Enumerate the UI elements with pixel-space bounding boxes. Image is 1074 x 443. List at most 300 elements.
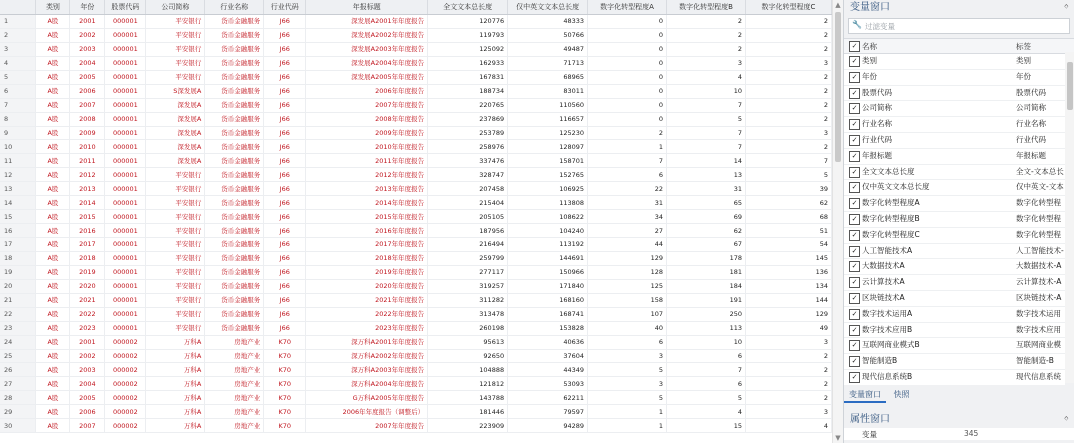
- table-cell[interactable]: 2: [667, 42, 746, 56]
- variable-item[interactable]: [844, 133, 1065, 149]
- table-cell[interactable]: 6: [667, 349, 746, 363]
- table-cell[interactable]: A股: [36, 140, 70, 154]
- column-header[interactable]: 数字化转型程度C: [745, 0, 831, 15]
- table-cell[interactable]: 2012年年度报告: [306, 168, 428, 182]
- table-cell[interactable]: 2012: [70, 168, 105, 182]
- table-cell[interactable]: 2019年年度报告: [306, 265, 428, 279]
- table-cell[interactable]: 7: [588, 154, 667, 168]
- row-number[interactable]: 3: [0, 42, 36, 56]
- table-cell[interactable]: 191: [667, 293, 746, 307]
- variable-scroll-thumb[interactable]: [1067, 62, 1073, 110]
- table-cell[interactable]: 62211: [508, 391, 588, 405]
- table-row[interactable]: [0, 238, 832, 252]
- table-cell[interactable]: 深发展A2003年年度报告: [306, 42, 428, 56]
- table-cell[interactable]: 000002: [105, 405, 146, 419]
- row-number[interactable]: 22: [0, 307, 36, 321]
- table-cell[interactable]: 34: [588, 210, 667, 224]
- table-cell[interactable]: A股: [36, 84, 70, 98]
- column-header[interactable]: 行业代码: [264, 0, 306, 15]
- table-cell[interactable]: 129: [588, 251, 667, 265]
- table-cell[interactable]: 319257: [428, 279, 508, 293]
- variable-checkbox[interactable]: ✓: [849, 214, 860, 225]
- table-cell[interactable]: 2021年年度报告: [306, 293, 428, 307]
- variable-item[interactable]: [844, 323, 1065, 339]
- table-cell[interactable]: 6: [588, 335, 667, 349]
- table-cell[interactable]: 2002: [70, 349, 105, 363]
- table-cell[interactable]: 67: [667, 238, 746, 252]
- table-cell[interactable]: 125092: [428, 42, 508, 56]
- table-cell[interactable]: 311282: [428, 293, 508, 307]
- name-column-header[interactable]: 名称: [862, 42, 877, 51]
- table-cell[interactable]: 2001: [70, 15, 105, 29]
- table-cell[interactable]: J66: [264, 28, 306, 42]
- table-cell[interactable]: A股: [36, 168, 70, 182]
- table-cell[interactable]: J66: [264, 84, 306, 98]
- table-row[interactable]: [0, 84, 832, 98]
- table-cell[interactable]: 152765: [508, 168, 588, 182]
- table-cell[interactable]: 2006年年度报告: [306, 84, 428, 98]
- table-cell[interactable]: 2022年年度报告: [306, 307, 428, 321]
- variable-checkbox[interactable]: ✓: [849, 325, 860, 336]
- table-cell[interactable]: J66: [264, 182, 306, 196]
- variable-checkbox[interactable]: ✓: [849, 135, 860, 146]
- select-all-checkbox[interactable]: ✓: [849, 41, 860, 52]
- table-cell[interactable]: 2002: [70, 28, 105, 42]
- table-cell[interactable]: 2: [745, 70, 831, 84]
- row-number[interactable]: 15: [0, 210, 36, 224]
- table-cell[interactable]: 216494: [428, 238, 508, 252]
- table-cell[interactable]: 6: [588, 168, 667, 182]
- variable-checkbox[interactable]: ✓: [849, 261, 860, 272]
- table-cell[interactable]: K70: [264, 405, 306, 419]
- table-row[interactable]: [0, 363, 832, 377]
- table-cell[interactable]: 5: [667, 391, 746, 405]
- table-cell[interactable]: 000001: [105, 70, 146, 84]
- table-cell[interactable]: 49487: [508, 42, 588, 56]
- grid-vertical-scrollbar[interactable]: [832, 0, 843, 443]
- row-number[interactable]: 27: [0, 377, 36, 391]
- table-cell[interactable]: 000001: [105, 307, 146, 321]
- table-cell[interactable]: 4: [667, 70, 746, 84]
- table-row[interactable]: [0, 335, 832, 349]
- row-number[interactable]: 11: [0, 154, 36, 168]
- table-cell[interactable]: 000001: [105, 238, 146, 252]
- table-cell[interactable]: 2: [745, 140, 831, 154]
- table-cell[interactable]: 104888: [428, 363, 508, 377]
- table-cell[interactable]: J66: [264, 196, 306, 210]
- table-cell[interactable]: A股: [36, 293, 70, 307]
- table-cell[interactable]: 0: [588, 56, 667, 70]
- table-cell[interactable]: 000002: [105, 349, 146, 363]
- table-row[interactable]: [0, 140, 832, 154]
- table-cell[interactable]: 260198: [428, 321, 508, 335]
- table-cell[interactable]: 188734: [428, 84, 508, 98]
- table-cell[interactable]: 128: [588, 265, 667, 279]
- table-cell[interactable]: J66: [264, 293, 306, 307]
- table-cell[interactable]: 000001: [105, 196, 146, 210]
- table-cell[interactable]: 货币金融服务: [205, 154, 264, 168]
- table-cell[interactable]: A股: [36, 335, 70, 349]
- table-cell[interactable]: 181446: [428, 405, 508, 419]
- table-cell[interactable]: 15: [667, 419, 746, 433]
- table-cell[interactable]: 2008: [70, 112, 105, 126]
- table-cell[interactable]: 货币金融服务: [205, 15, 264, 29]
- table-cell[interactable]: 7: [667, 98, 746, 112]
- table-cell[interactable]: 000001: [105, 321, 146, 335]
- table-cell[interactable]: 168160: [508, 293, 588, 307]
- table-cell[interactable]: 50766: [508, 28, 588, 42]
- table-cell[interactable]: 4: [667, 405, 746, 419]
- table-cell[interactable]: 000001: [105, 98, 146, 112]
- scroll-up-icon[interactable]: ▲: [835, 1, 841, 9]
- table-cell[interactable]: 2005: [70, 391, 105, 405]
- table-cell[interactable]: 深发展A: [146, 154, 205, 168]
- table-cell[interactable]: 2004: [70, 56, 105, 70]
- table-cell[interactable]: 2: [667, 28, 746, 42]
- table-cell[interactable]: J66: [264, 238, 306, 252]
- tab-snapshot[interactable]: 快照: [893, 390, 910, 399]
- table-cell[interactable]: 平安银行: [146, 196, 205, 210]
- column-header[interactable]: 年报标题: [306, 0, 428, 15]
- table-cell[interactable]: J66: [264, 112, 306, 126]
- table-cell[interactable]: 44349: [508, 363, 588, 377]
- table-cell[interactable]: A股: [36, 70, 70, 84]
- table-cell[interactable]: 000002: [105, 335, 146, 349]
- table-row[interactable]: [0, 56, 832, 70]
- row-number[interactable]: 23: [0, 321, 36, 335]
- column-header[interactable]: 全文文本总长度: [428, 0, 508, 15]
- row-number[interactable]: 6: [0, 84, 36, 98]
- table-row[interactable]: [0, 349, 832, 363]
- variable-checkbox[interactable]: ✓: [849, 372, 860, 383]
- table-cell[interactable]: A股: [36, 405, 70, 419]
- table-cell[interactable]: J66: [264, 15, 306, 29]
- table-cell[interactable]: 房地产业: [205, 377, 264, 391]
- table-cell[interactable]: 3: [588, 349, 667, 363]
- table-cell[interactable]: 39: [745, 182, 831, 196]
- variable-item[interactable]: [844, 275, 1065, 291]
- table-cell[interactable]: A股: [36, 210, 70, 224]
- table-cell[interactable]: 125: [588, 279, 667, 293]
- table-cell[interactable]: 2022: [70, 307, 105, 321]
- table-cell[interactable]: 31: [588, 196, 667, 210]
- table-cell[interactable]: 3: [745, 126, 831, 140]
- table-cell[interactable]: 万科A: [146, 349, 205, 363]
- table-cell[interactable]: 000002: [105, 363, 146, 377]
- row-number[interactable]: 20: [0, 279, 36, 293]
- table-cell[interactable]: 2013年年度报告: [306, 182, 428, 196]
- table-cell[interactable]: 162933: [428, 56, 508, 70]
- filter-variables-box[interactable]: [848, 18, 1070, 34]
- table-cell[interactable]: A股: [36, 265, 70, 279]
- table-cell[interactable]: A股: [36, 363, 70, 377]
- pin-icon[interactable]: ᛜ: [1063, 3, 1069, 13]
- table-cell[interactable]: 2015: [70, 210, 105, 224]
- table-cell[interactable]: 货币金融服务: [205, 224, 264, 238]
- table-cell[interactable]: 深万科A2004年年度报告: [306, 377, 428, 391]
- table-cell[interactable]: 158701: [508, 154, 588, 168]
- table-cell[interactable]: 货币金融服务: [205, 321, 264, 335]
- table-cell[interactable]: 145: [745, 251, 831, 265]
- table-row[interactable]: [0, 182, 832, 196]
- table-cell[interactable]: 2: [745, 363, 831, 377]
- table-row[interactable]: [0, 42, 832, 56]
- table-cell[interactable]: 3: [667, 56, 746, 70]
- table-cell[interactable]: 313478: [428, 307, 508, 321]
- table-cell[interactable]: K70: [264, 349, 306, 363]
- table-cell[interactable]: 深发展A2004年年度报告: [306, 56, 428, 70]
- pin-icon[interactable]: ᛜ: [1063, 415, 1069, 425]
- table-cell[interactable]: 000001: [105, 168, 146, 182]
- table-cell[interactable]: 113192: [508, 238, 588, 252]
- table-cell[interactable]: 5: [588, 363, 667, 377]
- table-cell[interactable]: 68: [745, 210, 831, 224]
- table-cell[interactable]: 125230: [508, 126, 588, 140]
- table-cell[interactable]: 房地产业: [205, 405, 264, 419]
- table-cell[interactable]: 平安银行: [146, 182, 205, 196]
- table-cell[interactable]: 000001: [105, 28, 146, 42]
- table-cell[interactable]: 2006: [70, 84, 105, 98]
- table-cell[interactable]: 2007年年度报告: [306, 419, 428, 433]
- table-cell[interactable]: A股: [36, 154, 70, 168]
- column-header[interactable]: 类别: [36, 0, 70, 15]
- table-cell[interactable]: 0: [588, 112, 667, 126]
- table-cell[interactable]: 平安银行: [146, 251, 205, 265]
- table-cell[interactable]: 10: [667, 335, 746, 349]
- table-cell[interactable]: 136: [745, 265, 831, 279]
- table-cell[interactable]: 2004: [70, 377, 105, 391]
- table-cell[interactable]: 平安银行: [146, 265, 205, 279]
- table-row[interactable]: [0, 419, 832, 433]
- table-cell[interactable]: 2016年年度报告: [306, 224, 428, 238]
- variable-checkbox[interactable]: ✓: [849, 88, 860, 99]
- variable-list[interactable]: [844, 54, 1065, 385]
- table-cell[interactable]: 2017年年度报告: [306, 238, 428, 252]
- table-cell[interactable]: 2020: [70, 279, 105, 293]
- row-number[interactable]: 24: [0, 335, 36, 349]
- table-cell[interactable]: 153828: [508, 321, 588, 335]
- row-number[interactable]: 26: [0, 363, 36, 377]
- table-cell[interactable]: 房地产业: [205, 363, 264, 377]
- row-number[interactable]: 4: [0, 56, 36, 70]
- table-cell[interactable]: A股: [36, 251, 70, 265]
- row-number[interactable]: 29: [0, 405, 36, 419]
- variable-item[interactable]: [844, 117, 1065, 133]
- table-cell[interactable]: 40: [588, 321, 667, 335]
- table-cell[interactable]: 337476: [428, 154, 508, 168]
- table-cell[interactable]: 134: [745, 279, 831, 293]
- table-cell[interactable]: 7: [667, 140, 746, 154]
- table-cell[interactable]: A股: [36, 15, 70, 29]
- table-row[interactable]: [0, 224, 832, 238]
- table-cell[interactable]: 平安银行: [146, 279, 205, 293]
- table-cell[interactable]: 31: [667, 182, 746, 196]
- table-cell[interactable]: 220765: [428, 98, 508, 112]
- variable-item[interactable]: [844, 54, 1065, 70]
- table-cell[interactable]: J66: [264, 251, 306, 265]
- table-cell[interactable]: 207458: [428, 182, 508, 196]
- table-cell[interactable]: 27: [588, 224, 667, 238]
- table-cell[interactable]: 万科A: [146, 377, 205, 391]
- table-row[interactable]: [0, 168, 832, 182]
- variable-item[interactable]: [844, 70, 1065, 86]
- table-cell[interactable]: J66: [264, 224, 306, 238]
- table-cell[interactable]: 平安银行: [146, 15, 205, 29]
- table-cell[interactable]: 94289: [508, 419, 588, 433]
- table-cell[interactable]: 128097: [508, 140, 588, 154]
- variable-item[interactable]: [844, 180, 1065, 196]
- table-cell[interactable]: 平安银行: [146, 70, 205, 84]
- table-cell[interactable]: 2018年年度报告: [306, 251, 428, 265]
- table-row[interactable]: [0, 112, 832, 126]
- table-cell[interactable]: 106925: [508, 182, 588, 196]
- table-cell[interactable]: 113: [667, 321, 746, 335]
- table-row[interactable]: [0, 279, 832, 293]
- row-number[interactable]: 8: [0, 112, 36, 126]
- table-row[interactable]: [0, 265, 832, 279]
- table-cell[interactable]: 深万科A2003年年度报告: [306, 363, 428, 377]
- table-cell[interactable]: 259799: [428, 251, 508, 265]
- table-cell[interactable]: 2006: [70, 405, 105, 419]
- variable-checkbox[interactable]: ✓: [849, 356, 860, 367]
- table-cell[interactable]: A股: [36, 377, 70, 391]
- table-cell[interactable]: 房地产业: [205, 391, 264, 405]
- table-cell[interactable]: 2005: [70, 70, 105, 84]
- table-cell[interactable]: 000002: [105, 419, 146, 433]
- table-cell[interactable]: 货币金融服务: [205, 98, 264, 112]
- variable-item[interactable]: [844, 212, 1065, 228]
- table-row[interactable]: [0, 126, 832, 140]
- table-cell[interactable]: 000001: [105, 126, 146, 140]
- table-cell[interactable]: 000001: [105, 154, 146, 168]
- column-header[interactable]: 仅中英文文本总长度: [508, 0, 588, 15]
- table-cell[interactable]: 83011: [508, 84, 588, 98]
- table-cell[interactable]: A股: [36, 98, 70, 112]
- table-cell[interactable]: J66: [264, 56, 306, 70]
- table-cell[interactable]: A股: [36, 321, 70, 335]
- filter-variables-input[interactable]: 过滤变量: [865, 22, 895, 31]
- table-cell[interactable]: 货币金融服务: [205, 182, 264, 196]
- table-cell[interactable]: 53093: [508, 377, 588, 391]
- table-cell[interactable]: 2017: [70, 238, 105, 252]
- table-cell[interactable]: 000001: [105, 293, 146, 307]
- table-cell[interactable]: 13: [667, 168, 746, 182]
- table-row[interactable]: [0, 210, 832, 224]
- table-cell[interactable]: 7: [745, 154, 831, 168]
- table-cell[interactable]: 货币金融服务: [205, 70, 264, 84]
- table-cell[interactable]: 49: [745, 321, 831, 335]
- variable-checkbox[interactable]: ✓: [849, 246, 860, 257]
- table-cell[interactable]: 1: [588, 419, 667, 433]
- table-cell[interactable]: 150966: [508, 265, 588, 279]
- table-cell[interactable]: 1: [588, 405, 667, 419]
- table-cell[interactable]: 215404: [428, 196, 508, 210]
- table-cell[interactable]: 货币金融服务: [205, 140, 264, 154]
- table-cell[interactable]: 2006年年度报告（调整后）: [306, 405, 428, 419]
- table-cell[interactable]: 2013: [70, 182, 105, 196]
- row-number[interactable]: 10: [0, 140, 36, 154]
- table-cell[interactable]: 144691: [508, 251, 588, 265]
- table-row[interactable]: [0, 196, 832, 210]
- table-row[interactable]: [0, 251, 832, 265]
- row-number[interactable]: 18: [0, 251, 36, 265]
- tab-variable-window[interactable]: 变量窗口: [844, 388, 886, 403]
- table-cell[interactable]: 184: [667, 279, 746, 293]
- table-cell[interactable]: 277117: [428, 265, 508, 279]
- variable-checkbox[interactable]: ✓: [849, 182, 860, 193]
- table-cell[interactable]: J66: [264, 42, 306, 56]
- variable-checkbox[interactable]: ✓: [849, 230, 860, 241]
- table-cell[interactable]: 2: [745, 391, 831, 405]
- table-cell[interactable]: 69: [667, 210, 746, 224]
- row-number[interactable]: 9: [0, 126, 36, 140]
- table-cell[interactable]: K70: [264, 391, 306, 405]
- table-cell[interactable]: 2014: [70, 196, 105, 210]
- table-cell[interactable]: 000001: [105, 210, 146, 224]
- variable-checkbox[interactable]: ✓: [849, 72, 860, 83]
- table-cell[interactable]: A股: [36, 349, 70, 363]
- variable-checkbox[interactable]: ✓: [849, 277, 860, 288]
- table-cell[interactable]: 深发展A: [146, 140, 205, 154]
- table-cell[interactable]: A股: [36, 391, 70, 405]
- table-cell[interactable]: 000001: [105, 182, 146, 196]
- table-cell[interactable]: 1: [588, 140, 667, 154]
- table-cell[interactable]: 250: [667, 307, 746, 321]
- table-cell[interactable]: 158: [588, 293, 667, 307]
- variable-checkbox[interactable]: ✓: [849, 119, 860, 130]
- variable-item[interactable]: [844, 259, 1065, 275]
- row-number[interactable]: 17: [0, 238, 36, 252]
- table-cell[interactable]: 144: [745, 293, 831, 307]
- table-cell[interactable]: 205105: [428, 210, 508, 224]
- table-cell[interactable]: 0: [588, 70, 667, 84]
- table-cell[interactable]: 平安银行: [146, 168, 205, 182]
- table-row[interactable]: [0, 321, 832, 335]
- table-cell[interactable]: 79597: [508, 405, 588, 419]
- table-cell[interactable]: J66: [264, 140, 306, 154]
- table-cell[interactable]: 178: [667, 251, 746, 265]
- table-cell[interactable]: 2007: [70, 98, 105, 112]
- table-cell[interactable]: 货币金融服务: [205, 307, 264, 321]
- table-cell[interactable]: 121812: [428, 377, 508, 391]
- table-cell[interactable]: J66: [264, 98, 306, 112]
- table-cell[interactable]: 48333: [508, 15, 588, 29]
- row-number[interactable]: 21: [0, 293, 36, 307]
- table-cell[interactable]: 2: [745, 15, 831, 29]
- table-cell[interactable]: J66: [264, 126, 306, 140]
- table-cell[interactable]: 2: [745, 349, 831, 363]
- table-cell[interactable]: 3: [745, 56, 831, 70]
- table-row[interactable]: [0, 98, 832, 112]
- table-cell[interactable]: 2: [588, 126, 667, 140]
- table-cell[interactable]: 62: [667, 224, 746, 238]
- row-number[interactable]: 14: [0, 196, 36, 210]
- table-cell[interactable]: 000001: [105, 279, 146, 293]
- variable-checkbox[interactable]: ✓: [849, 151, 860, 162]
- table-cell[interactable]: 万科A: [146, 405, 205, 419]
- table-cell[interactable]: 2007: [70, 419, 105, 433]
- table-cell[interactable]: 0: [588, 28, 667, 42]
- table-cell[interactable]: J66: [264, 321, 306, 335]
- table-cell[interactable]: 000001: [105, 140, 146, 154]
- table-cell[interactable]: 5: [588, 391, 667, 405]
- table-cell[interactable]: 万科A: [146, 419, 205, 433]
- table-cell[interactable]: 181: [667, 265, 746, 279]
- table-cell[interactable]: 223909: [428, 419, 508, 433]
- table-cell[interactable]: 2019: [70, 265, 105, 279]
- table-cell[interactable]: A股: [36, 238, 70, 252]
- variable-item[interactable]: [844, 228, 1065, 244]
